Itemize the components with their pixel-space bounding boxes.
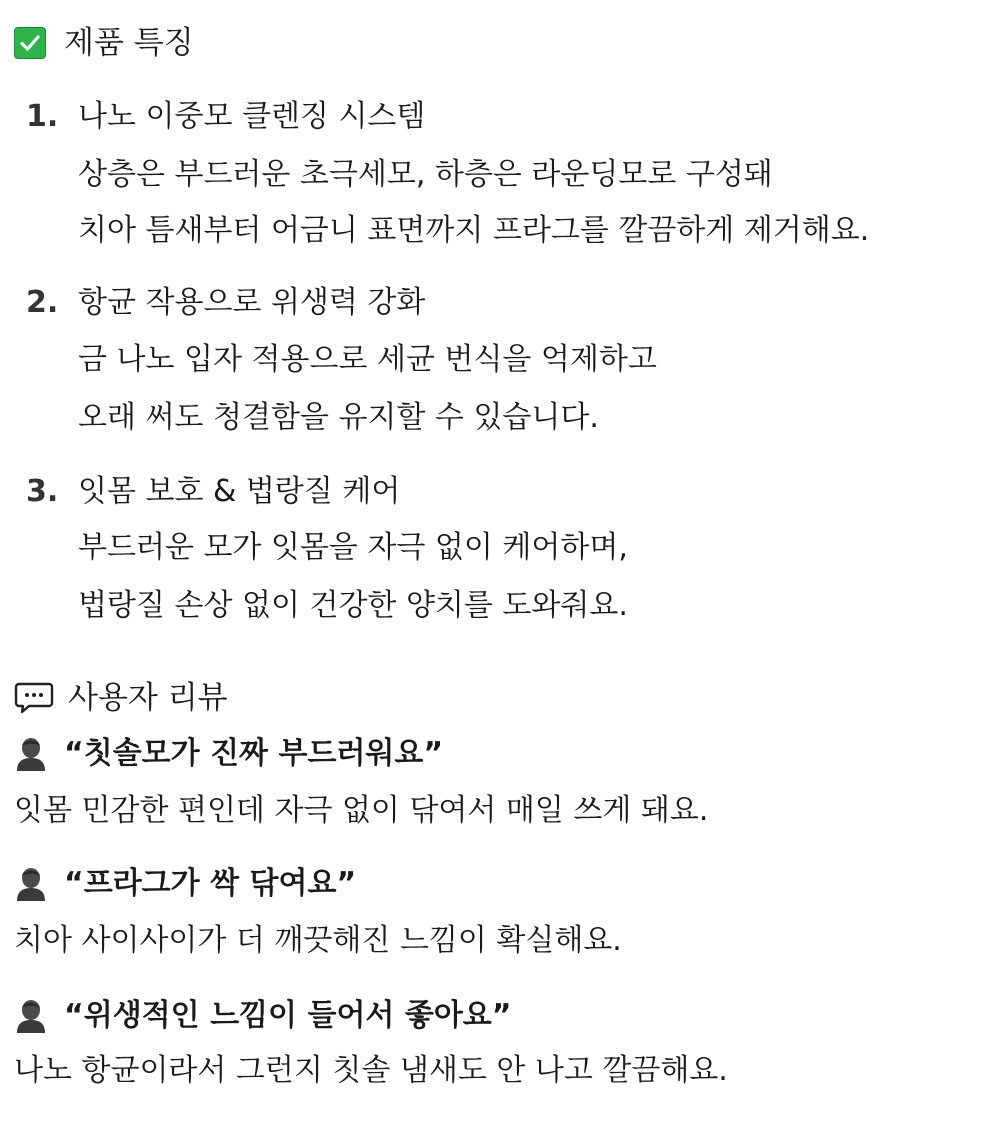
- review-body-1: 잇몸 민감한 편인데 자극 없이 닦여서 매일 쓰게 돼요.: [14, 793, 709, 828]
- features-heading: [14, 24, 194, 61]
- review-title-2: [14, 866, 356, 902]
- speech-bubble-icon: [14, 680, 54, 716]
- feature-title: 나노 이중모 클렌징 시스템: [78, 99, 426, 134]
- feature-description-line: 금 나노 입자 적용으로 세균 번식을 억제하고: [78, 342, 657, 377]
- feature-description-line: 부드러운 모가 잇몸을 자극 없이 케어하며,: [78, 530, 628, 565]
- feature-number: 3.: [26, 474, 59, 509]
- review-title-text: “칫솔모가 진짜 부드러워요”: [64, 736, 444, 771]
- reviews-heading-text: 사용자 리뷰: [68, 679, 228, 716]
- person-icon: [14, 736, 48, 772]
- feature-number: 1.: [26, 99, 59, 134]
- review-body-3: 나노 항균이라서 그런지 칫솔 냄새도 안 나고 깔끔해요.: [14, 1053, 728, 1088]
- review-body-2: 치아 사이사이가 더 깨끗해진 느낌이 확실해요.: [14, 923, 622, 958]
- features-heading-text: 제품 특징: [64, 24, 194, 61]
- review-title-1: [14, 736, 443, 772]
- review-title-text: “프라그가 싹 닦여요”: [64, 866, 357, 901]
- feature-title: 잇몸 보호 & 법랑질 케어: [78, 474, 401, 509]
- feature-description-line: 치아 틈새부터 어금니 표면까지 프라그를 깔끔하게 제거해요.: [78, 213, 870, 248]
- feature-description-line: 오래 써도 청결함을 유지할 수 있습니다.: [78, 400, 599, 435]
- feature-title: 항균 작용으로 위생력 강화: [78, 285, 426, 320]
- review-title-text: “위생적인 느낌이 들어서 좋아요”: [64, 998, 512, 1033]
- check-box-icon: [14, 27, 46, 59]
- reviews-heading: [14, 680, 228, 716]
- person-icon: [14, 998, 48, 1034]
- person-icon: [14, 866, 48, 902]
- review-title-3: [14, 998, 512, 1034]
- feature-description-line: 법랑질 손상 없이 건강한 양치를 도와줘요.: [78, 588, 628, 623]
- feature-number: 2.: [26, 285, 59, 320]
- feature-description-line: 상층은 부드러운 초극세모, 하층은 라운딩모로 구성돼: [78, 157, 773, 192]
